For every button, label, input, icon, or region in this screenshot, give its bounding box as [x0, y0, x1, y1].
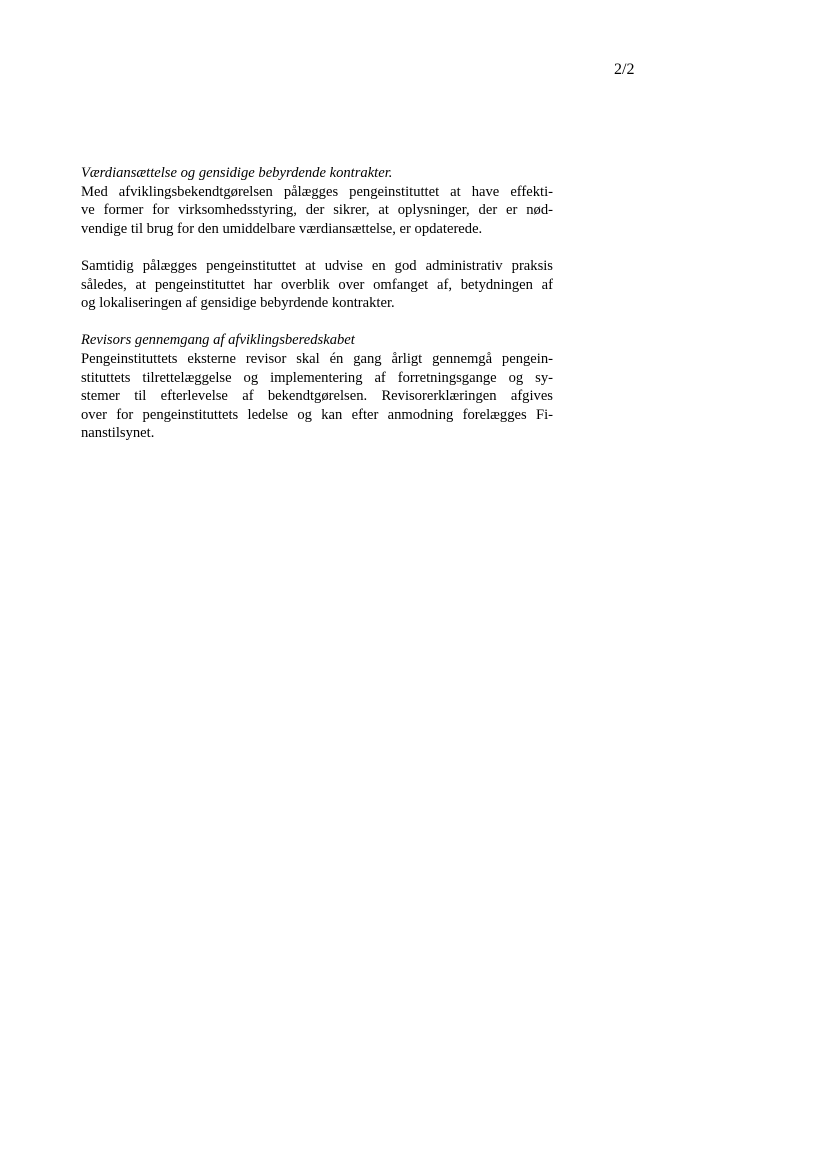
section-heading: Revisors gennemgang af afviklingsberedskabet — [81, 332, 355, 349]
paragraph — [81, 257, 553, 313]
section-valuation — [81, 164, 553, 238]
text-line: ve former for virksomhedsstyring, der sikrer, at oplysninger, der er nød- — [81, 202, 553, 219]
text-line: Med afviklingsbekendtgørelsen pålægges pengeinstituttet at have effekti- — [81, 183, 553, 200]
text-line: stituttets tilrettelæggelse og implementering af forretningsgange og sy- — [81, 369, 553, 386]
text-line: vendige til brug for den umiddelbare værdiansættelse, er opdaterede. — [81, 220, 483, 237]
paragraph — [81, 350, 553, 443]
section-auditor-review — [81, 331, 553, 443]
text-line: nanstilsynet. — [81, 425, 155, 442]
text-line: Samtidig pålægges pengeinstituttet at udvise en god administrativ praksis — [81, 257, 553, 274]
document-body — [81, 164, 553, 443]
page-number: 2/2 — [614, 61, 635, 78]
section-heading: Værdiansættelse og gensidige bebyrdende kontrakter. — [81, 165, 393, 181]
text-line: over for pengeinstituttets ledelse og kan efter anmodning forelægges Fi- — [81, 406, 553, 423]
section-administrative-practice — [81, 257, 553, 313]
text-line: Pengeinstituttets eksterne revisor skal én gang årligt gennemgå pengein- — [81, 350, 553, 367]
text-line: og lokaliseringen af gensidige bebyrdende kontrakter. — [81, 295, 395, 312]
text-line: således, at pengeinstituttet har overblik over omfanget af, betydningen af — [81, 276, 553, 293]
paragraph — [81, 183, 553, 239]
text-line: stemer til efterlevelse af bekendtgørelsen. Revisorerklæringen afgives — [81, 388, 553, 405]
